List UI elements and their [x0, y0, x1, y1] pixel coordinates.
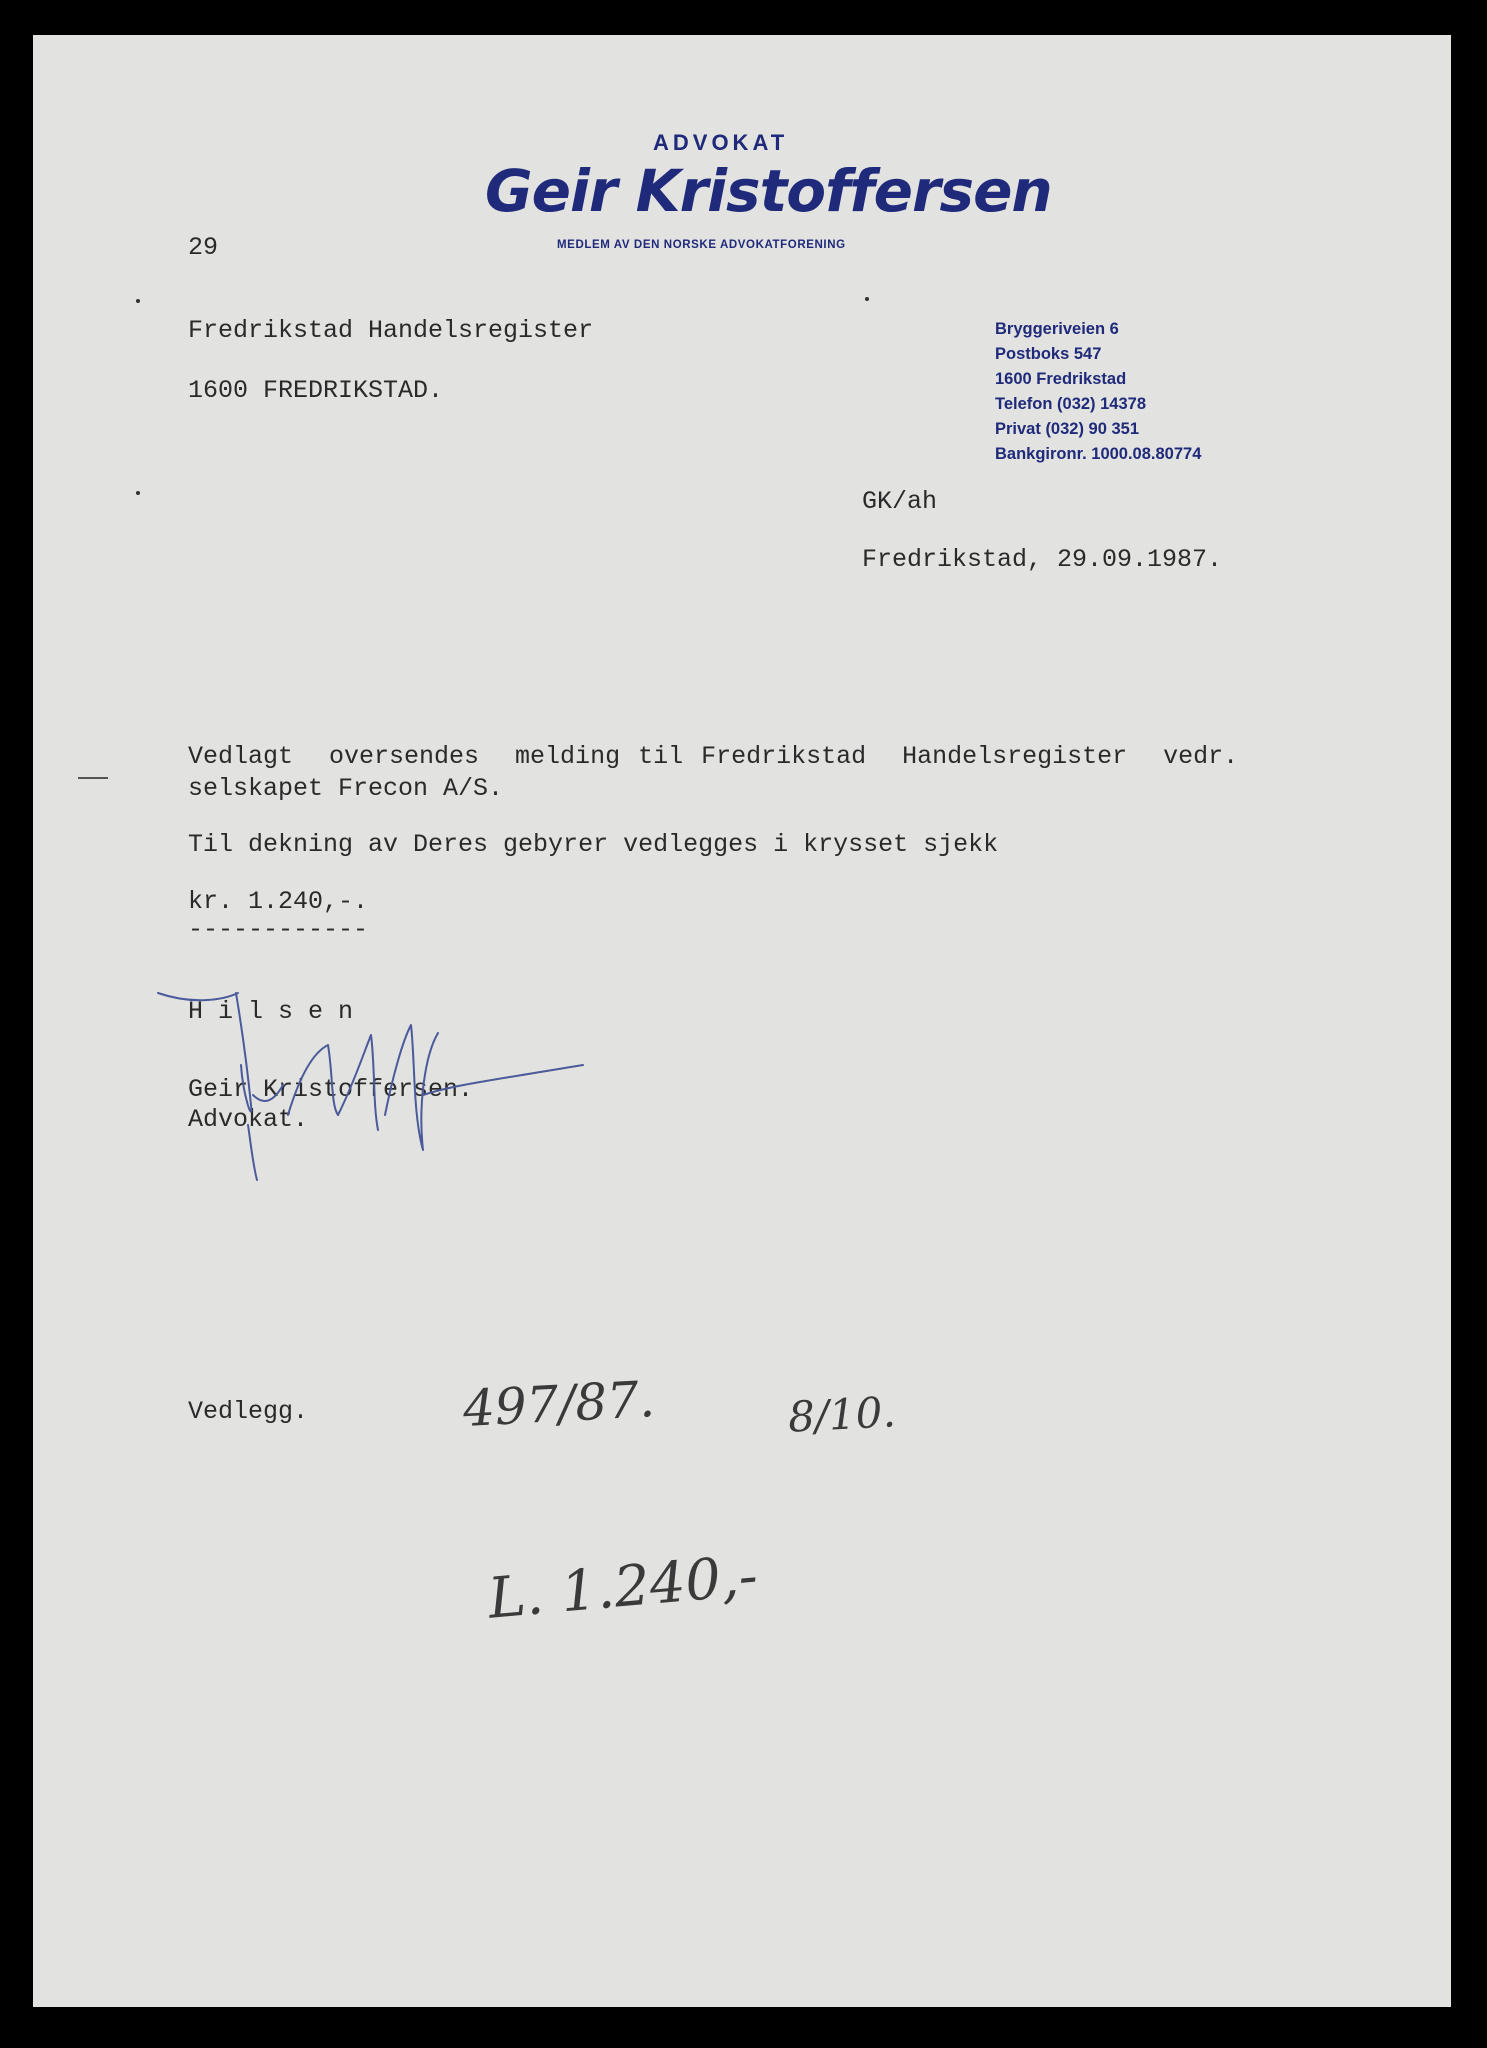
address-private-phone: Privat (032) 90 351 [995, 420, 1140, 438]
handwritten-case-number: 497/87. [461, 1370, 657, 1438]
reference: GK/ah [862, 487, 938, 516]
handwritten-amount: L. 1.240,- [485, 1543, 761, 1632]
body-line-2: selskapet Frecon A/S. [188, 774, 504, 803]
punch-mark [136, 491, 140, 495]
punch-mark [865, 297, 869, 301]
page-number: 29 [188, 233, 219, 262]
address-street: Bryggeriveien 6 [995, 320, 1119, 338]
date-line: Fredrikstad, 29.09.1987. [862, 545, 1223, 574]
amount: kr. 1.240,-. [188, 887, 369, 916]
letterhead-membership: MEDLEM AV DEN NORSKE ADVOKATFORENING [557, 239, 846, 251]
handwritten-date: 8/10. [786, 1387, 897, 1442]
letter-page [33, 35, 1451, 2007]
greeting: H i l s e n [188, 997, 354, 1026]
address-postbox: Postboks 547 [995, 345, 1102, 363]
handwritten-signature [153, 945, 603, 1195]
recipient-city: 1600 FREDRIKSTAD. [188, 376, 444, 405]
address-bank-account: Bankgironr. 1000.08.80774 [995, 445, 1202, 463]
attachments-label: Vedlegg. [188, 1397, 309, 1426]
letterhead-name: Geir Kristoffersen [485, 157, 1052, 225]
punch-mark [136, 299, 140, 303]
letterhead-title: ADVOKAT [653, 130, 789, 155]
address-phone: Telefon (032) 14378 [995, 395, 1147, 413]
body-line-3: Til dekning av Deres gebyrer vedlegges i krysset sjekk [188, 830, 999, 859]
margin-dash [78, 777, 108, 779]
amount-underline: ------------ [188, 915, 369, 944]
signer-name: Geir Kristoffersen. [188, 1075, 474, 1104]
body-line-1: Vedlagt oversendes melding til Fredrikstad Handelsregister vedr. [188, 742, 1239, 771]
address-city: 1600 Fredrikstad [995, 370, 1127, 388]
recipient-name: Fredrikstad Handelsregister [188, 316, 594, 345]
signer-title: Advokat. [188, 1105, 309, 1134]
letterhead-address [995, 317, 1201, 467]
